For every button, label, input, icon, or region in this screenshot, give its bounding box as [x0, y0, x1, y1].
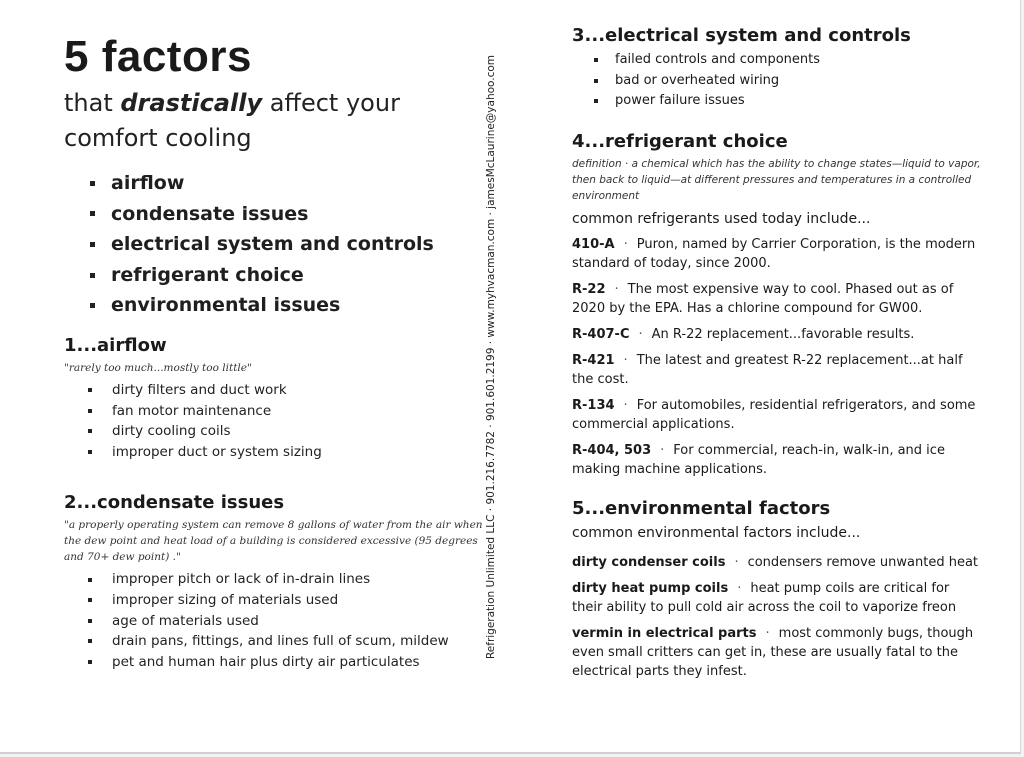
list-item [88, 442, 484, 463]
refrigerant-text: The latest and greatest R-22 replacement...at half the cost. [572, 352, 963, 387]
list-item-text: improper pitch or lack of in-drain lines [112, 571, 371, 588]
bullet-icon [88, 388, 92, 392]
condensate-quote: "a properly operating system can remove 8 gallons of water from the air when the dew point and heat load of a building is considered excessive (95 degrees and 70+ dew point) ." [64, 519, 483, 564]
list-item-text: power failure issues [615, 93, 745, 109]
list-item [594, 71, 982, 92]
contact-strip [479, 40, 503, 674]
list-item-text: fan motor maintenance [112, 402, 272, 419]
separator-dot: · [623, 397, 628, 413]
list-item-text: dirty cooling coils [112, 423, 231, 440]
environmental-name: vermin in electrical parts [572, 625, 757, 641]
list-item-text: bad or overheated wiring [615, 72, 780, 88]
airflow-list [88, 380, 484, 462]
refrigerant-text: For commercial, reach-in, walk-in, and ice making machine applications. [572, 442, 945, 477]
factor-label: refrigerant choice [111, 263, 304, 286]
refrigerant-name: R-407-C [572, 326, 630, 342]
refrigerant-entry [572, 325, 982, 344]
bullet-icon [594, 99, 598, 103]
subtitle-emphasis: drastically [120, 89, 263, 117]
list-item-text: dirty filters and duct work [112, 381, 287, 398]
factor-label: airflow [111, 172, 185, 194]
bullet-icon [90, 181, 95, 186]
refrigerant-text: The most expensive way to cool. Phased out as of 2020 by the EPA. Has a chlorine compound for GW00. [572, 281, 954, 316]
bullet-icon [88, 598, 92, 602]
factor-label: electrical system and controls [111, 233, 434, 256]
page-subtitle [64, 86, 484, 156]
separator-dot: · [623, 352, 628, 368]
bullet-icon [88, 619, 92, 623]
list-item-text: drain pans, fittings, and lines full of scum, mildew [112, 633, 449, 650]
subtitle-post: affect your comfort cooling [64, 89, 400, 152]
list-item [88, 421, 484, 442]
bullet-icon [88, 639, 92, 643]
condensate-list [88, 569, 484, 672]
factor-item [90, 229, 484, 260]
bullet-icon [594, 58, 598, 62]
list-item [88, 652, 484, 673]
bullet-icon [90, 242, 95, 247]
condensate-heading: 2...condensate issues [64, 492, 285, 514]
factor-label: environmental issues [111, 294, 341, 317]
separator-dot: · [638, 326, 643, 342]
separator-dot: · [623, 236, 628, 252]
page-title: 5 factors [64, 32, 252, 81]
list-item [88, 380, 484, 401]
list-item [88, 401, 484, 422]
refrigerant-text: An R-22 replacement...favorable results. [651, 326, 915, 342]
refrigerant-heading: 4...refrigerant choice [572, 130, 788, 152]
airflow-heading: 1...airflow [64, 334, 167, 356]
refrigerant-intro: common refrigerants used today include... [572, 210, 871, 227]
bullet-icon [90, 211, 95, 216]
list-item [594, 91, 982, 112]
bullet-icon [88, 450, 92, 454]
bullet-icon [594, 79, 598, 83]
refrigerant-name: R-421 [572, 352, 615, 368]
bullet-icon [88, 578, 92, 582]
bullet-icon [88, 660, 92, 664]
factor-item [90, 260, 484, 291]
list-item [88, 611, 484, 632]
environmental-text: heat pump coils are critical for their ability to pull cold air across the coil to vaporize freon [572, 580, 957, 615]
environmental-text: condensers remove unwanted heat [747, 554, 979, 570]
bullet-icon [88, 409, 92, 413]
list-item-text: age of materials used [112, 612, 259, 629]
environmental-entry [572, 579, 982, 617]
factor-list [90, 168, 484, 321]
environmental-intro: common environmental factors include... [572, 524, 861, 541]
refrigerant-text: For automobiles, residential refrigerators, and some commercial applications. [572, 397, 976, 432]
list-item [88, 631, 484, 652]
contact-line: Refrigeration Unlimited LLC · 901.216.7782 · 901.601.2199 · www.myhvacman.com · jamesMcLaurine@yahoo.com [485, 54, 497, 660]
list-item [88, 590, 484, 611]
refrigerant-entry [572, 441, 982, 479]
airflow-quote: "rarely too much...mostly too little" [64, 361, 252, 374]
separator-dot: · [765, 625, 770, 641]
environmental-name: dirty heat pump coils [572, 580, 729, 596]
bullet-icon [90, 303, 95, 308]
environmental-name: dirty condenser coils [572, 554, 726, 570]
list-item [594, 50, 982, 71]
factor-item [90, 168, 484, 199]
refrigerant-name: R-404, 503 [572, 442, 652, 458]
separator-dot: · [737, 580, 742, 596]
refrigerant-entry [572, 396, 982, 434]
refrigerant-name: 410-A [572, 236, 615, 252]
environmental-heading: 5...environmental factors [572, 497, 831, 519]
list-item-text: improper sizing of materials used [112, 591, 339, 608]
electrical-heading: 3...electrical system and controls [572, 25, 911, 46]
right-column [572, 24, 982, 688]
refrigerant-entry [572, 235, 982, 273]
refrigerant-definition: definition · a chemical which has the ability to change states—liquid to vapor, then back to liquid—at different pressures and temperatures in a controlled environment [572, 157, 981, 202]
separator-dot: · [660, 442, 665, 458]
refrigerant-entry [572, 280, 982, 318]
left-column [64, 30, 484, 672]
factor-item [90, 290, 484, 321]
electrical-list [594, 50, 982, 112]
subtitle-pre: that [64, 89, 121, 117]
bullet-icon [90, 273, 95, 278]
refrigerant-entry [572, 351, 982, 389]
environmental-text: most commonly bugs, though even small critters can get in, these are usually fatal to the electrical parts they infest. [572, 625, 974, 679]
refrigerant-name: R-22 [572, 281, 606, 297]
list-item-text: improper duct or system sizing [112, 443, 322, 460]
environmental-entry [572, 553, 982, 572]
list-item [88, 569, 484, 590]
separator-dot: · [614, 281, 619, 297]
factor-item [90, 199, 484, 230]
factor-label: condensate issues [111, 202, 309, 225]
separator-dot: · [734, 554, 739, 570]
bullet-icon [88, 429, 92, 433]
list-item-text: failed controls and components [615, 52, 821, 67]
refrigerant-name: R-134 [572, 397, 615, 413]
environmental-entry [572, 624, 982, 681]
list-item-text: pet and human hair plus dirty air particulates [112, 653, 420, 670]
refrigerant-text: Puron, named by Carrier Corporation, is the modern standard of today, since 2000. [572, 236, 976, 271]
